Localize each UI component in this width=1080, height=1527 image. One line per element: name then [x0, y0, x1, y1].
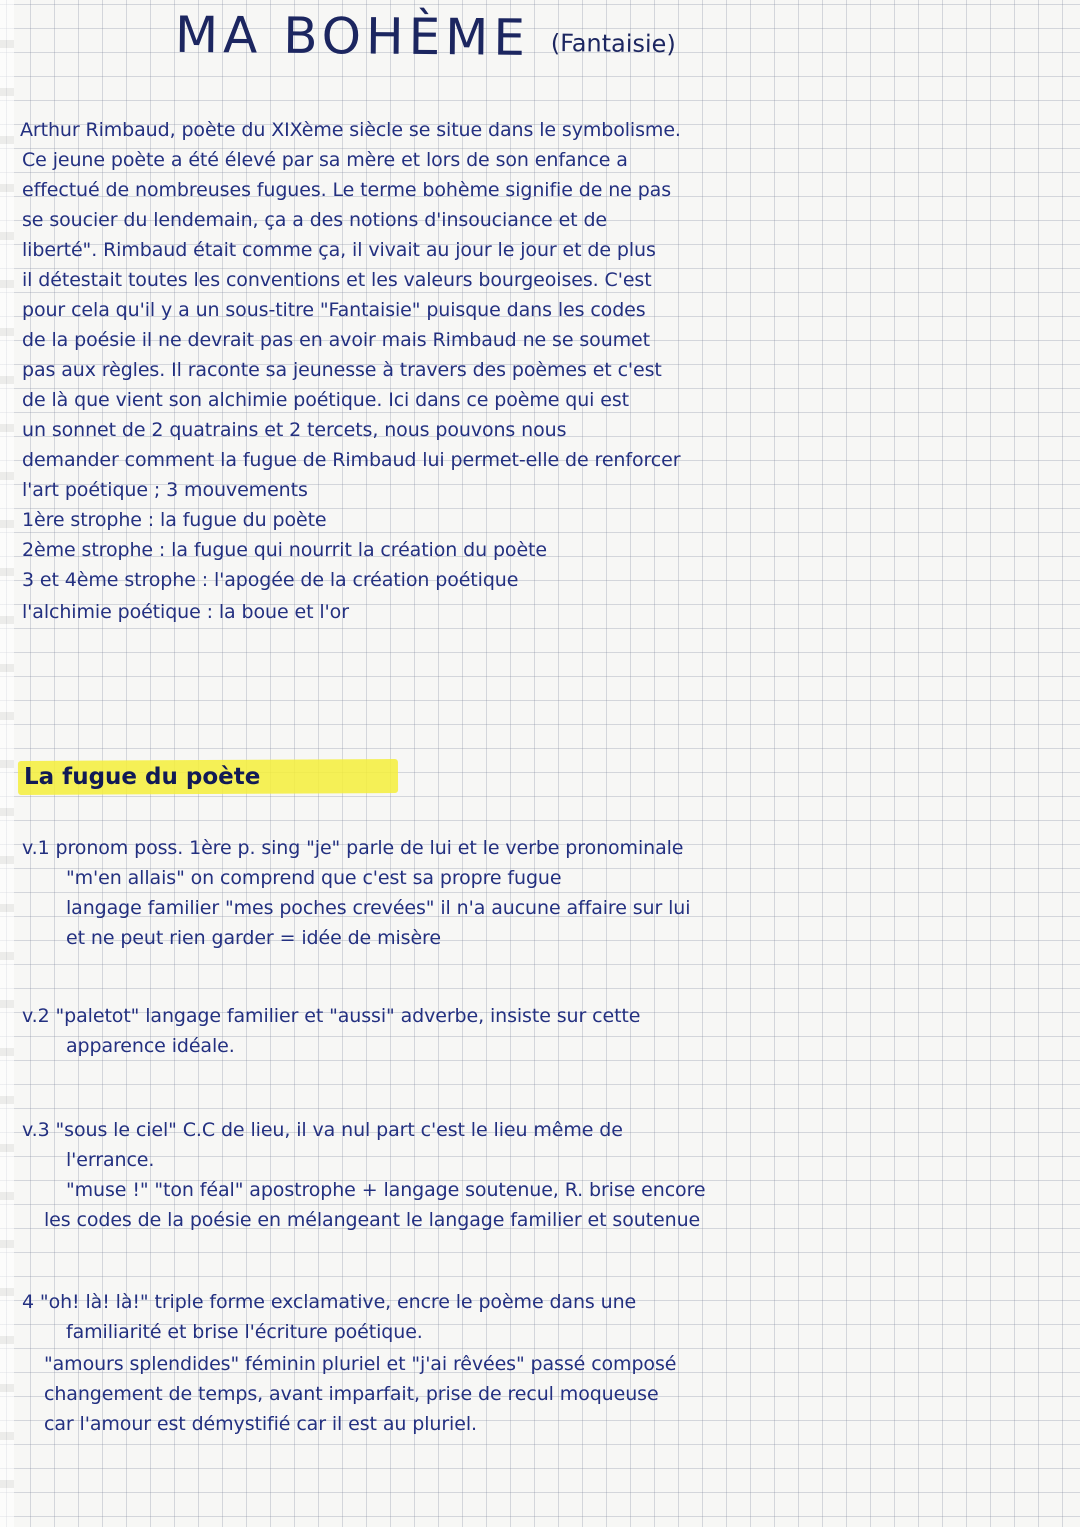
- note-line: v.2 "paletot" langage familier et "aussi" adverbe, insiste sur cette: [22, 1005, 641, 1027]
- note-line: l'errance.: [66, 1149, 155, 1171]
- page-margin-edge: [0, 0, 14, 1527]
- intro-line: de la poésie il ne devrait pas en avoir mais Rimbaud ne se soumet: [22, 329, 650, 351]
- note-line: car l'amour est démystifié car il est au pluriel.: [44, 1413, 477, 1435]
- intro-line: il détestait toutes les conventions et les valeurs bourgeoises. C'est: [22, 269, 652, 291]
- intro-line: se soucier du lendemain, ça a des notions d'insouciance et de: [22, 209, 607, 231]
- intro-line: pas aux règles. Il raconte sa jeunesse à travers des poèmes et c'est: [22, 359, 662, 381]
- intro-line: demander comment la fugue de Rimbaud lui permet-elle de renforcer: [22, 449, 681, 471]
- intro-line: l'alchimie poétique : la boue et l'or: [22, 601, 349, 623]
- note-line: familiarité et brise l'écriture poétique.: [66, 1321, 423, 1343]
- note-line: v.1 pronom poss. 1ère p. sing "je" parle de lui et le verbe pronominale: [22, 837, 684, 859]
- intro-line: de là que vient son alchimie poétique. Ici dans ce poème qui est: [22, 389, 630, 411]
- intro-line: un sonnet de 2 quatrains et 2 tercets, nous pouvons nous: [22, 419, 567, 441]
- intro-line: Arthur Rimbaud, poète du XIXème siècle se situe dans le symbolisme.: [20, 119, 681, 141]
- page-title: [175, 6, 676, 68]
- intro-line: effectué de nombreuses fugues. Le terme bohème signifie de ne pas: [22, 179, 672, 201]
- note-line: "m'en allais" on comprend que c'est sa propre fugue: [66, 867, 562, 889]
- title-subtitle: (Fantaisie): [550, 29, 676, 59]
- note-line: "muse !" "ton féal" apostrophe + langage soutenue, R. brise encore: [66, 1179, 706, 1201]
- intro-line: 2ème strophe : la fugue qui nourrit la création du poète: [22, 539, 547, 561]
- note-line: apparence idéale.: [66, 1035, 235, 1057]
- intro-line: Ce jeune poète a été élevé par sa mère et lors de son enfance a: [22, 149, 628, 171]
- note-line: "amours splendides" féminin pluriel et "j'ai rêvées" passé composé: [44, 1353, 677, 1375]
- note-line: et ne peut rien garder = idée de misère: [66, 927, 441, 949]
- intro-line: l'art poétique ; 3 mouvements: [22, 479, 308, 501]
- title-main: MA BOHÈME: [174, 5, 531, 67]
- note-line: changement de temps, avant imparfait, prise de recul moqueuse: [44, 1383, 659, 1405]
- intro-line: 1ère strophe : la fugue du poète: [22, 509, 327, 531]
- note-line: 4 "oh! là! là!" triple forme exclamative, encre le poème dans une: [22, 1291, 637, 1313]
- note-line: v.3 "sous le ciel" C.C de lieu, il va nul part c'est le lieu même de: [22, 1119, 623, 1141]
- intro-line: liberté". Rimbaud était comme ça, il vivait au jour le jour et de plus: [22, 239, 656, 261]
- note-line: les codes de la poésie en mélangeant le langage familier et soutenue: [44, 1209, 701, 1231]
- intro-line: pour cela qu'il y a un sous-titre "Fantaisie" puisque dans les codes: [22, 299, 646, 321]
- section-heading: La fugue du poète: [24, 764, 261, 790]
- intro-line: 3 et 4ème strophe : l'apogée de la création poétique: [22, 569, 519, 591]
- note-line: langage familier "mes poches crevées" il n'a aucune affaire sur lui: [66, 897, 691, 919]
